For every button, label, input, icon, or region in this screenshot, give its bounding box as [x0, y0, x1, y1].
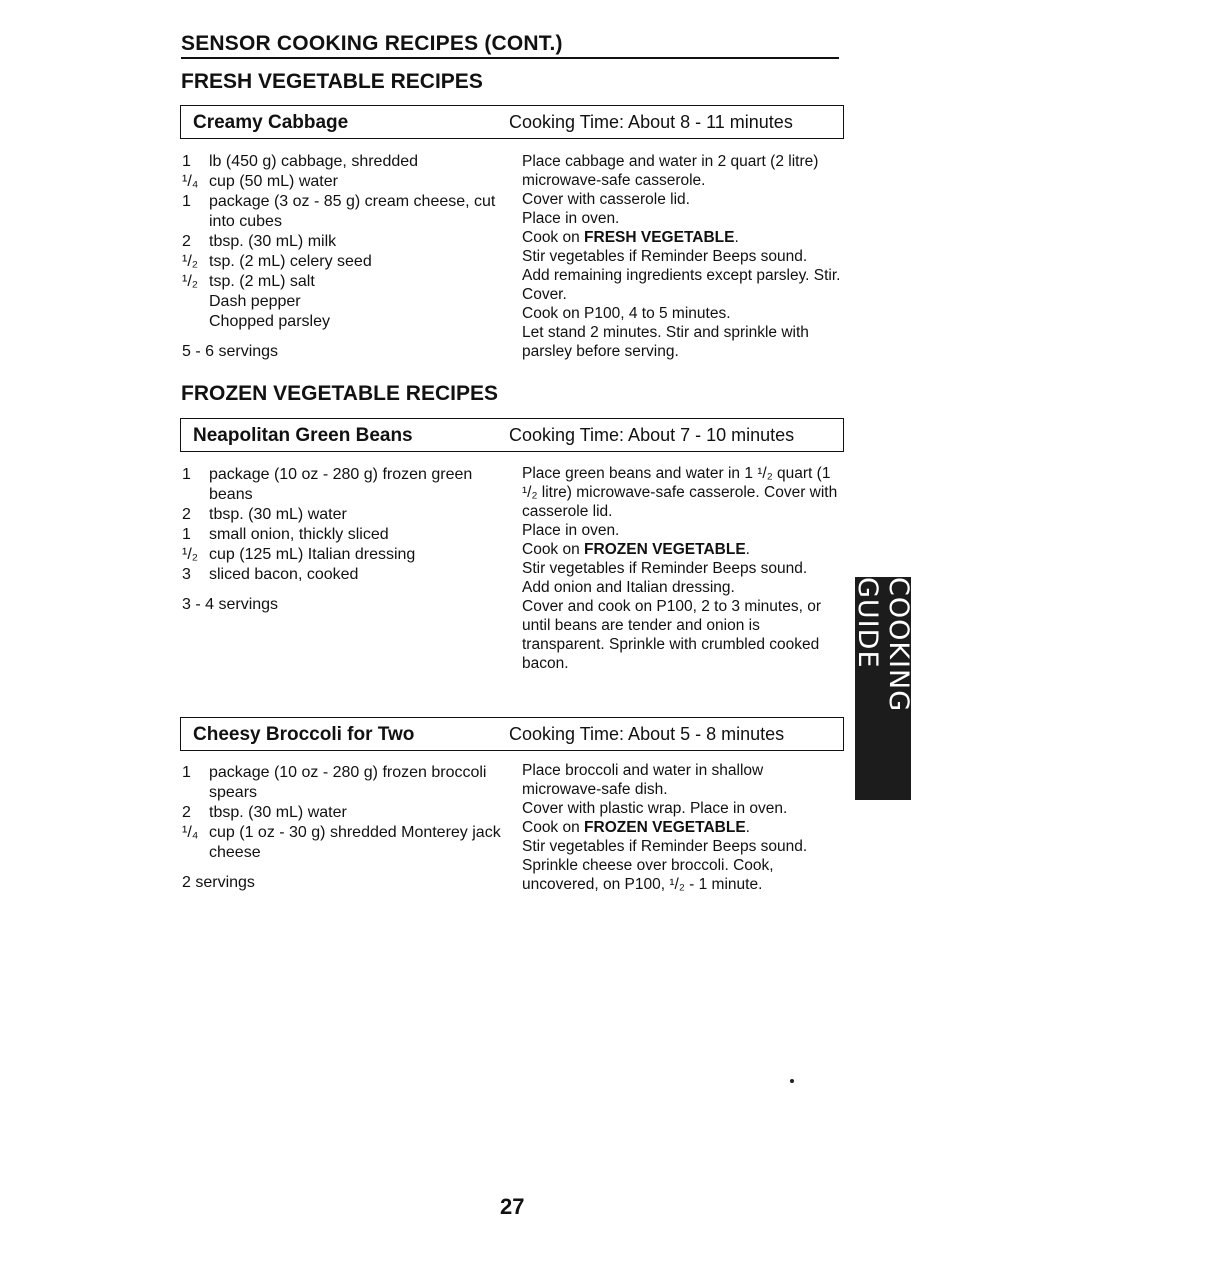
ingredient-item	[182, 763, 512, 803]
ingredient-item	[182, 803, 512, 823]
ingredient-text: sliced bacon, cooked	[209, 566, 359, 583]
ingredient-list	[182, 152, 512, 362]
ingredient-quantity: ¹/₂	[182, 273, 198, 290]
ingredient-text: tsp. (2 mL) salt	[209, 273, 315, 290]
ingredient-list	[182, 465, 512, 615]
direction-step: Let stand 2 minutes. Stir and sprinkle with parsley before serving.	[522, 324, 809, 360]
ingredient-quantity: 1	[182, 153, 191, 170]
ingredient-text: cup (1 oz - 30 g) shredded Monterey jack cheese	[209, 824, 501, 861]
ingredient-text: cup (50 mL) water	[209, 173, 338, 190]
ingredient-quantity: 1	[182, 193, 191, 210]
ingredient-quantity	[182, 312, 209, 332]
direction-step: Cook on FRESH VEGETABLE.	[522, 229, 739, 246]
recipe-header-creamy-cabbage	[180, 105, 844, 139]
ingredient-quantity: 1	[182, 466, 191, 483]
directions	[522, 152, 842, 361]
direction-step: Stir vegetables if Reminder Beeps sound.	[522, 560, 808, 577]
direction-step: Place cabbage and water in 2 quart (2 litre) microwave-safe casserole.	[522, 153, 819, 189]
ingredient-item	[182, 152, 512, 172]
direction-step: Stir vegetables if Reminder Beeps sound.	[522, 248, 808, 265]
ingredient-quantity: ¹/₂	[182, 546, 198, 563]
side-tab	[852, 577, 914, 800]
ingredient-item	[182, 505, 512, 525]
ingredient-quantity: 2	[182, 506, 191, 523]
direction-step: Add onion and Italian dressing.	[522, 579, 735, 596]
ingredient-item	[182, 823, 512, 863]
direction-step: Cover with casserole lid.	[522, 191, 690, 208]
ingredient-text: package (10 oz - 280 g) frozen broccoli spears	[209, 764, 487, 801]
direction-step: Place broccoli and water in shallow microwave-safe dish.	[522, 762, 764, 798]
servings: 3 - 4 servings	[182, 596, 279, 613]
directions	[522, 761, 842, 894]
ingredient-item	[182, 525, 512, 545]
ingredient-item	[182, 465, 512, 505]
ingredient-item	[182, 272, 512, 292]
ingredient-item	[182, 545, 512, 565]
cooking-time: Cooking Time: About 5 - 8 minutes	[509, 724, 785, 744]
servings: 2 servings	[182, 874, 255, 891]
ingredient-item	[182, 232, 512, 252]
recipe-header-neapolitan-green-beans	[180, 418, 844, 452]
ingredient-text: Chopped parsley	[209, 313, 330, 330]
direction-step: Place green beans and water in 1 ¹/₂ quart (1 ¹/₂ litre) microwave-safe casserole. Cover with casserole lid.	[522, 465, 838, 520]
direction-step: Cook on P100, 4 to 5 minutes.	[522, 305, 731, 322]
ingredient-item	[182, 292, 512, 312]
ingredient-quantity: 3	[182, 566, 191, 583]
ingredient-item	[182, 312, 512, 332]
page-title: SENSOR COOKING RECIPES (CONT.)	[181, 32, 839, 59]
ingredient-quantity: 2	[182, 804, 191, 821]
ingredient-text: small onion, thickly sliced	[209, 526, 389, 543]
ingredient-quantity: 2	[182, 233, 191, 250]
ingredient-quantity: ¹/₄	[182, 173, 199, 190]
ingredient-quantity: 1	[182, 764, 191, 781]
recipe-name: Cheesy Broccoli for Two	[193, 724, 415, 745]
direction-step: Place in oven.	[522, 522, 620, 539]
direction-step: Sprinkle cheese over broccoli. Cook, uncovered, on P100, ¹/₂ - 1 minute.	[522, 857, 774, 893]
ingredient-text: package (3 oz - 85 g) cream cheese, cut into cubes	[209, 193, 496, 230]
side-tab-label: COOKING GUIDE	[852, 577, 914, 713]
ingredient-item	[182, 252, 512, 272]
ingredient-quantity	[182, 292, 209, 312]
ingredient-list	[182, 763, 512, 893]
ingredient-quantity: ¹/₄	[182, 824, 199, 841]
recipe-name: Creamy Cabbage	[193, 112, 349, 133]
direction-step: Cover and cook on P100, 2 to 3 minutes, or until beans are tender and onion is transparent. Sprinkle with crumbled cooked bacon.	[522, 598, 821, 672]
direction-step: Place in oven.	[522, 210, 620, 227]
ingredient-text: package (10 oz - 280 g) frozen green beans	[209, 466, 473, 503]
direction-step: Stir vegetables if Reminder Beeps sound.	[522, 838, 808, 855]
recipe-header-cheesy-broccoli	[180, 717, 844, 751]
ingredient-quantity: 1	[182, 526, 191, 543]
ingredient-text: tbsp. (30 mL) water	[209, 506, 347, 523]
recipe-name: Neapolitan Green Beans	[193, 425, 413, 446]
direction-step: Cover with plastic wrap. Place in oven.	[522, 800, 788, 817]
scan-speck	[790, 1079, 794, 1083]
directions	[522, 464, 842, 673]
cooking-time: Cooking Time: About 7 - 10 minutes	[509, 425, 795, 445]
ingredient-item	[182, 192, 512, 232]
ingredient-item	[182, 172, 512, 192]
ingredient-text: tbsp. (30 mL) milk	[209, 233, 337, 250]
ingredient-text: Dash pepper	[209, 293, 301, 310]
cooking-time: Cooking Time: About 8 - 11 minutes	[509, 112, 793, 132]
ingredient-quantity: ¹/₂	[182, 253, 198, 270]
ingredient-text: cup (125 mL) Italian dressing	[209, 546, 416, 563]
ingredient-item	[182, 565, 512, 585]
servings: 5 - 6 servings	[182, 343, 279, 360]
ingredient-text: tsp. (2 mL) celery seed	[209, 253, 372, 270]
ingredient-text: lb (450 g) cabbage, shredded	[209, 153, 419, 170]
section-title-frozen: FROZEN VEGETABLE RECIPES	[181, 382, 498, 405]
ingredient-text: tbsp. (30 mL) water	[209, 804, 347, 821]
direction-step: Add remaining ingredients except parsley. Stir. Cover.	[522, 267, 841, 303]
direction-step: Cook on FROZEN VEGETABLE.	[522, 819, 750, 836]
page-number: 27	[500, 1194, 525, 1219]
direction-step: Cook on FROZEN VEGETABLE.	[522, 541, 750, 558]
section-title-fresh: FRESH VEGETABLE RECIPES	[181, 70, 483, 93]
